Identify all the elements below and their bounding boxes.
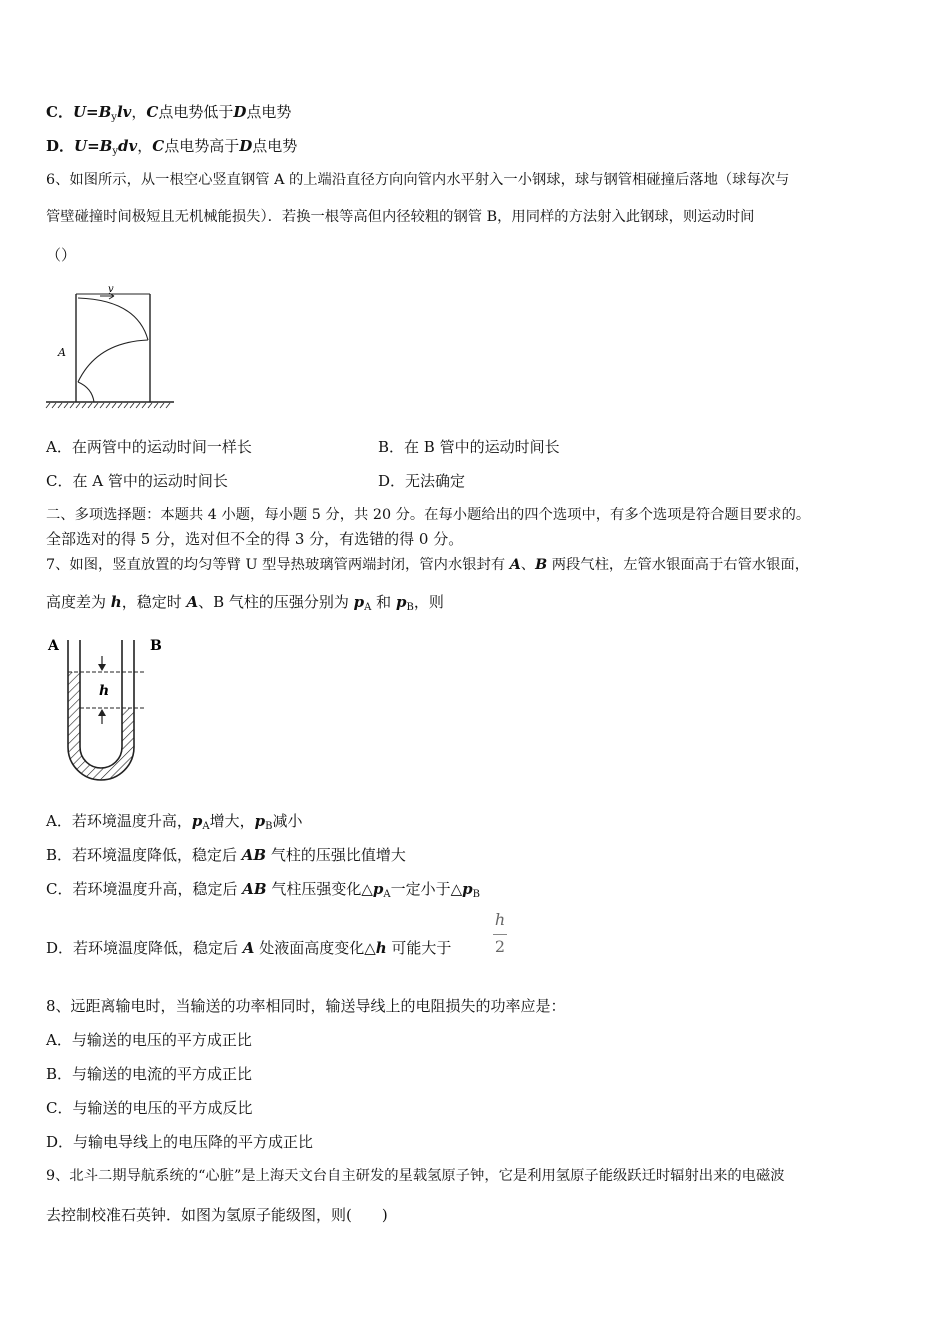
q6-option-d: D．无法确定 — [378, 472, 466, 490]
q8-option-d: D．与输电导线上的电压降的平方成正比 — [46, 1133, 314, 1151]
q7-stem-line1: 7、如图，竖直放置的均匀等臂 U 型导热玻璃管两端封闭，管内水银封有 A、B 两段气柱，左管水银面高于右管水银面， — [46, 557, 810, 573]
q6-stem-line2: 管壁碰撞时间极短且无机械能损失）．若换一根等高但内径较粗的钢管 B，用同样的方法射入此钢球，则运动时间 — [46, 209, 755, 225]
q7-option-d-fraction-denominator: 2 — [494, 937, 506, 956]
q6-stem-line3: （） — [46, 246, 77, 264]
q7-option-d: D．若环境温度降低，稳定后 A 处液面高度变化△h 可能大于 — [46, 939, 452, 957]
q8-option-c: C．与输送的电压的平方成反比 — [46, 1099, 253, 1117]
section2-line2: 全部选对的得 5 分，选对但不全的得 3 分，有选错的得 0 分。 — [46, 530, 464, 548]
q7-fig-label-b: B — [150, 638, 162, 654]
q6-option-a: A．在两管中的运动时间一样长 — [46, 438, 252, 456]
q6-option-c: C．在 A 管中的运动时间长 — [46, 472, 228, 490]
q8-option-b: B．与输送的电流的平方成正比 — [46, 1065, 253, 1083]
q7-option-a: A．若环境温度升高，$p_A$增大，$p_B$减小 — [46, 812, 303, 832]
q7-option-b: B．若环境温度降低，稳定后 AB 气柱的压强比值增大 — [46, 846, 406, 864]
q9-stem-line1: 9、北斗二期导航系统的“心脏”是上海天文台自主研发的星载氢原子钟，它是利用氢原子能级跃迁时辐射出来的电磁波 — [46, 1168, 785, 1184]
q7-u-tube-figure — [44, 632, 174, 792]
q6-tube-figure — [42, 282, 178, 412]
q8-stem: 8、远距离输电时，当输送的功率相同时，输送导线上的电阻损失的功率应是： — [46, 997, 566, 1015]
section2-line1: 二、多项选择题：本题共 4 小题，每小题 5 分，共 20 分。在每小题给出的四个选项中，有多个选项是符合题目要求的。 — [46, 507, 811, 523]
q7-option-c: C．若环境温度升高，稳定后 AB 气柱压强变化$\triangle p_A$一定小于$\triangle p_B$ — [46, 880, 481, 900]
q7-option-d-fraction-bar — [493, 934, 507, 935]
q7-fig-label-h: h — [99, 683, 110, 699]
q7-fig-label-a: A — [48, 638, 59, 654]
q9-stem-line2: 去控制校准石英钟．如图为氢原子能级图，则( ) — [46, 1206, 388, 1224]
q7-stem-line2: 高度差为 h，稳定时 A、B 气柱的压强分别为 $p_A$ 和 $p_B$，则 — [46, 593, 444, 613]
q5-option-c: C．$U=B_ylv$，C点电势低于D点电势 — [46, 103, 292, 123]
q7-option-d-fraction-numerator: h — [494, 910, 506, 929]
q6-stem-line1: 6、如图所示，从一根空心竖直钢管 A 的上端沿直径方向向管内水平射入一小钢球，球与钢管相碰撞后落地（球每次与 — [46, 172, 790, 188]
q6-option-b: B．在 B 管中的运动时间长 — [378, 438, 560, 456]
q6-fig-label-v: v — [108, 284, 114, 295]
q5-option-d: D．$U=B_ydv$，C点电势高于D点电势 — [46, 137, 298, 157]
q6-fig-label-a: A — [58, 346, 66, 359]
q8-option-a: A．与输送的电压的平方成正比 — [46, 1031, 252, 1049]
